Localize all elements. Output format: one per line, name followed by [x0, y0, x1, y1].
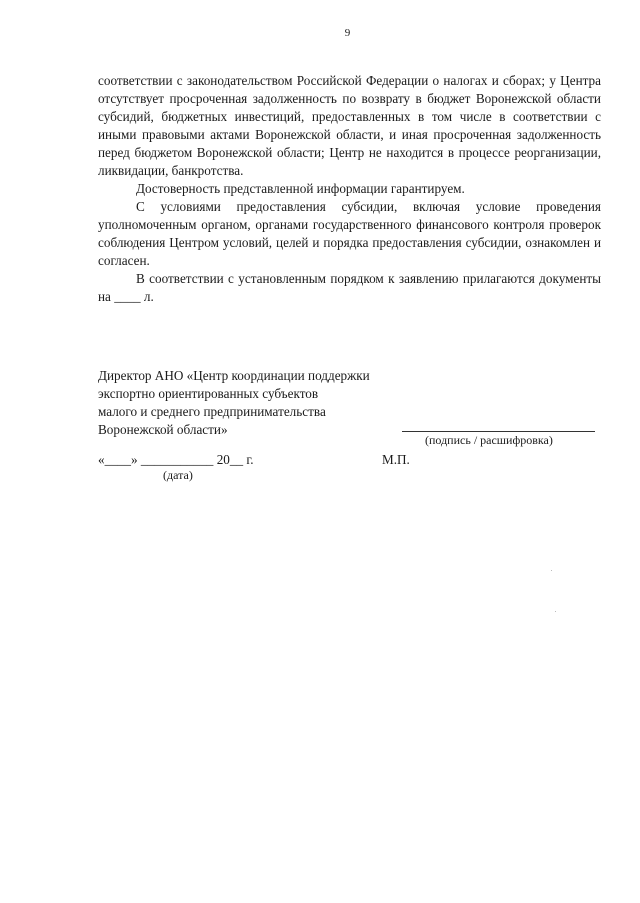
signatory-title-line: малого и среднего предпринимательства: [98, 404, 326, 419]
paragraph-attachments: В соответствии с установленным порядком к заявлению прилагаются документы на ____ л.: [98, 271, 601, 304]
paragraph-conditions: С условиями предоставления субсидии, включая условие проведения уполномоченным органом, органами государственного финансового контроля проверок соблюдения Центром условий, целей и порядка предоставления субсидии, ознакомлен и согласен.: [98, 199, 601, 268]
signatory-title-line: экспортно ориентированных субъектов: [98, 386, 319, 401]
paragraph-compliance: соответствии с законодательством Российской Федерации о налогах и сборах; у Центра отсутствует просроченная задолженность по возврату в бюджет Воронежской области субсидий, бюджетных инвестиций, предоставленных в том числе в соответствии с иными правовыми актами Воронежской области, и иная просроченная задолженность перед бюджетом Воронежской области; Центр не находится в процессе реорганизации, ликвидации, банкротства.: [98, 73, 601, 178]
paragraph-guarantee: Достоверность представленной информации гарантируем.: [136, 181, 465, 196]
document-body: [98, 72, 601, 306]
signatory-title: [98, 367, 428, 439]
date-caption: (дата): [163, 468, 193, 482]
scan-speck: [551, 570, 552, 571]
page-number: 9: [344, 27, 351, 39]
stamp-place-label: М.П.: [382, 452, 410, 467]
signatory-title-line: Воронежской области»: [98, 422, 228, 437]
scan-speck: [555, 611, 556, 612]
signature-caption: (подпись / расшифровка): [425, 433, 553, 447]
signature-line: [402, 431, 595, 432]
signatory-title-line: Директор АНО «Центр координации поддержки: [98, 368, 370, 383]
date-field: «____» ___________ 20__ г.: [98, 452, 254, 467]
